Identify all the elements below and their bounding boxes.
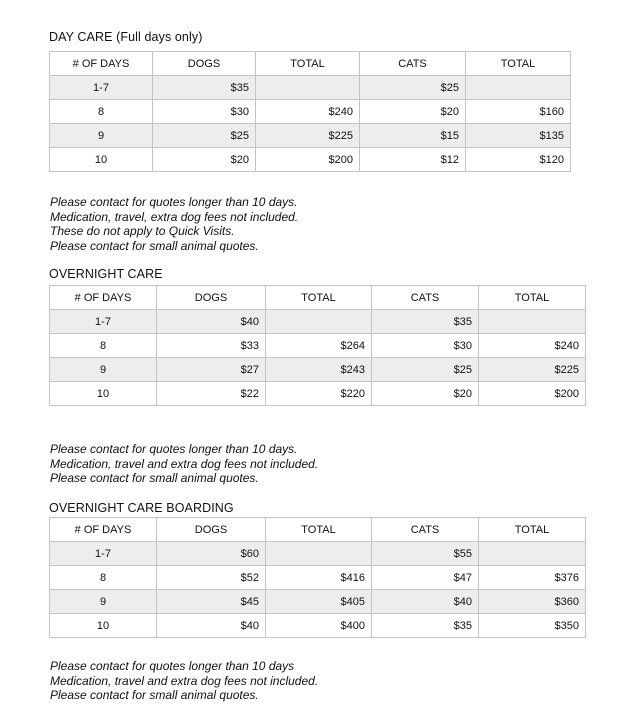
cell-cats-total xyxy=(479,310,586,334)
note-line: These do not apply to Quick Visits. xyxy=(50,224,235,238)
cell-cats: $12 xyxy=(360,148,466,172)
note-line: Please contact for quotes longer than 10 days xyxy=(50,659,295,673)
cell-cats-total: $200 xyxy=(479,382,586,406)
cell-days: 9 xyxy=(50,358,157,382)
day-care-table xyxy=(49,51,571,172)
cell-cats: $25 xyxy=(360,76,466,100)
table-header-row xyxy=(50,52,571,76)
cell-dogs: $20 xyxy=(153,148,256,172)
header-cats: CATS xyxy=(372,286,479,310)
cell-days: 8 xyxy=(50,100,153,124)
cell-cats-total: $160 xyxy=(466,100,571,124)
cell-cats-total xyxy=(466,76,571,100)
cell-cats: $25 xyxy=(372,358,479,382)
header-dogs: DOGS xyxy=(153,52,256,76)
table-row xyxy=(50,614,586,638)
note-line: Medication, travel, extra dog fees not included. xyxy=(50,209,299,224)
cell-cats: $40 xyxy=(372,590,479,614)
note-line: Please contact for small animal quotes. xyxy=(50,238,259,253)
cell-dogs: $60 xyxy=(157,542,266,566)
cell-dogs: $30 xyxy=(153,100,256,124)
cell-cats-total xyxy=(479,542,586,566)
table-row xyxy=(50,148,571,172)
cell-cats: $30 xyxy=(372,334,479,358)
cell-days: 10 xyxy=(50,614,157,638)
cell-cats-total: $350 xyxy=(479,614,586,638)
cell-cats-total: $135 xyxy=(466,124,571,148)
overnight-care-table xyxy=(49,285,586,406)
cell-cats-total: $376 xyxy=(479,566,586,590)
cell-days: 9 xyxy=(50,124,153,148)
note-line: Medication, travel and extra dog fees not included. xyxy=(50,673,319,688)
boarding-title: OVERNIGHT CARE BOARDING xyxy=(49,501,234,515)
table-row xyxy=(50,334,586,358)
cell-cats-total: $240 xyxy=(479,334,586,358)
cell-dogs-total: $405 xyxy=(266,590,372,614)
cell-dogs-total xyxy=(256,76,360,100)
note-line: Please contact for small animal quotes. xyxy=(50,688,259,702)
header-dogs-total: TOTAL xyxy=(256,52,360,76)
header-cats: CATS xyxy=(372,518,479,542)
cell-days: 1-7 xyxy=(50,310,157,334)
table-row xyxy=(50,358,586,382)
table-row xyxy=(50,382,586,406)
cell-dogs: $52 xyxy=(157,566,266,590)
cell-dogs-total: $243 xyxy=(266,358,372,382)
cell-dogs-total: $220 xyxy=(266,382,372,406)
table-header-row xyxy=(50,518,586,542)
header-dogs-total: TOTAL xyxy=(266,286,372,310)
cell-days: 1-7 xyxy=(50,542,157,566)
note-line: Medication, travel and extra dog fees not included. xyxy=(50,456,319,471)
cell-cats: $20 xyxy=(372,382,479,406)
cell-cats: $55 xyxy=(372,542,479,566)
cell-dogs: $22 xyxy=(157,382,266,406)
cell-cats: $35 xyxy=(372,310,479,334)
cell-dogs-total: $240 xyxy=(256,100,360,124)
cell-days: 8 xyxy=(50,334,157,358)
cell-dogs: $25 xyxy=(153,124,256,148)
table-row xyxy=(50,310,586,334)
header-days: # OF DAYS xyxy=(50,518,157,542)
table-row xyxy=(50,124,571,148)
table-row xyxy=(50,566,586,590)
day-care-notes xyxy=(50,195,298,253)
cell-dogs-total: $400 xyxy=(266,614,372,638)
cell-cats: $47 xyxy=(372,566,479,590)
table-row xyxy=(50,100,571,124)
header-days: # OF DAYS xyxy=(50,286,157,310)
cell-dogs: $40 xyxy=(157,614,266,638)
cell-cats-total: $225 xyxy=(479,358,586,382)
header-dogs-total: TOTAL xyxy=(266,518,372,542)
header-cats: CATS xyxy=(360,52,466,76)
cell-dogs: $27 xyxy=(157,358,266,382)
cell-dogs-total: $416 xyxy=(266,566,372,590)
cell-cats-total: $120 xyxy=(466,148,571,172)
cell-days: 9 xyxy=(50,590,157,614)
header-days: # OF DAYS xyxy=(50,52,153,76)
day-care-title: DAY CARE (Full days only) xyxy=(49,30,203,44)
cell-dogs-total: $264 xyxy=(266,334,372,358)
header-cats-total: TOTAL xyxy=(466,52,571,76)
overnight-care-notes xyxy=(50,442,318,486)
note-line: Please contact for small animal quotes. xyxy=(50,471,259,485)
cell-days: 10 xyxy=(50,382,157,406)
cell-dogs-total: $200 xyxy=(256,148,360,172)
table-row xyxy=(50,76,571,100)
cell-days: 10 xyxy=(50,148,153,172)
cell-dogs-total xyxy=(266,310,372,334)
table-row xyxy=(50,590,586,614)
boarding-table xyxy=(49,517,586,638)
cell-dogs: $33 xyxy=(157,334,266,358)
cell-days: 1-7 xyxy=(50,76,153,100)
header-dogs: DOGS xyxy=(157,518,266,542)
boarding-notes xyxy=(50,659,318,703)
cell-cats: $35 xyxy=(372,614,479,638)
cell-dogs: $40 xyxy=(157,310,266,334)
cell-days: 8 xyxy=(50,566,157,590)
overnight-care-title: OVERNIGHT CARE xyxy=(49,267,163,281)
header-dogs: DOGS xyxy=(157,286,266,310)
cell-cats: $20 xyxy=(360,100,466,124)
header-cats-total: TOTAL xyxy=(479,518,586,542)
cell-dogs-total: $225 xyxy=(256,124,360,148)
cell-dogs: $45 xyxy=(157,590,266,614)
cell-dogs-total xyxy=(266,542,372,566)
cell-cats: $15 xyxy=(360,124,466,148)
note-line: Please contact for quotes longer than 10 days. xyxy=(50,195,298,209)
table-header-row xyxy=(50,286,586,310)
table-row xyxy=(50,542,586,566)
cell-dogs: $35 xyxy=(153,76,256,100)
note-line: Please contact for quotes longer than 10 days. xyxy=(50,442,298,456)
cell-cats-total: $360 xyxy=(479,590,586,614)
header-cats-total: TOTAL xyxy=(479,286,586,310)
